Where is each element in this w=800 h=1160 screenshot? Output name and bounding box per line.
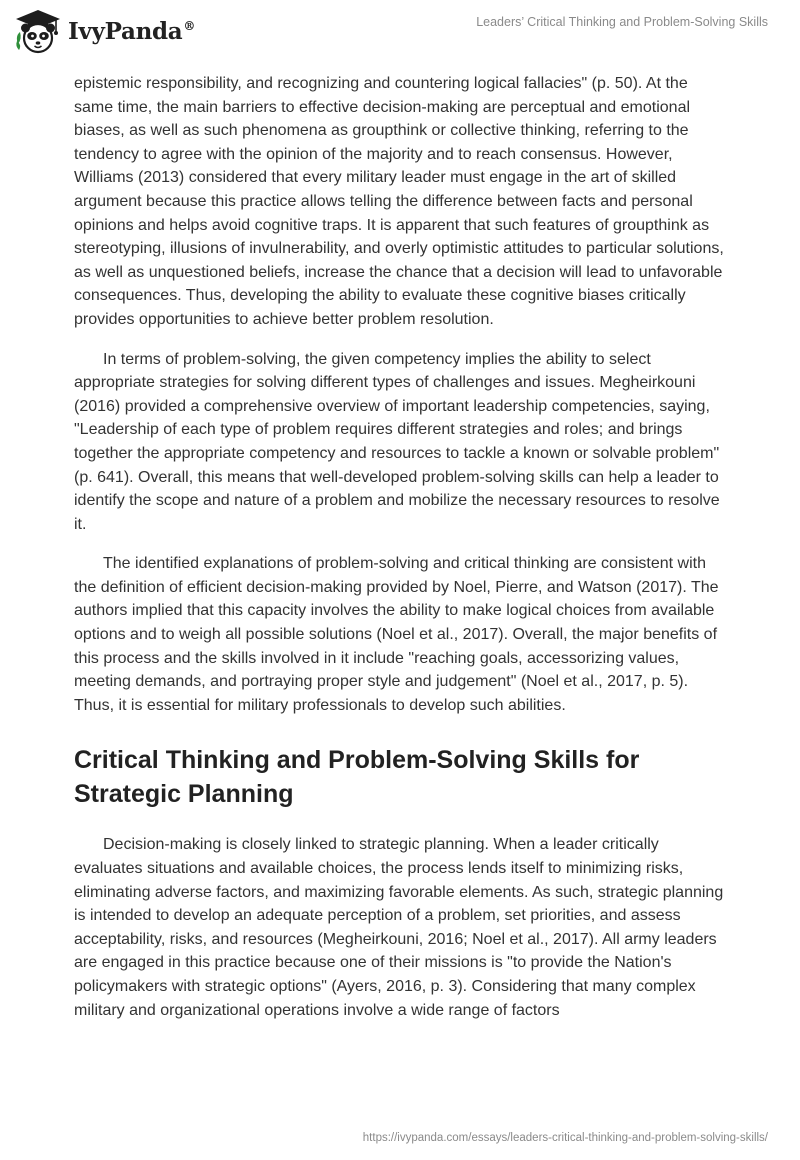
page-header bbox=[0, 0, 800, 64]
footer-url[interactable]: https://ivypanda.com/essays/leaders-critical-thinking-and-problem-solving-skills/ bbox=[362, 1132, 768, 1144]
brand-label: IvyPanda bbox=[68, 17, 183, 45]
brand-name bbox=[68, 18, 195, 45]
paragraph: Decision-making is closely linked to strategic planning. When a leader critically evaluates situations and available choices, the process lends itself to minimizing risks, eliminating adverse factors, and maximizing favorable elements. As such, strategic planning is intended to develop an adequate perception of a problem, set priorities, and assess acceptability, risks, and resources (Megheirkouni, 2016; Noel et al., 2017). All army leaders are engaged in this practice because one of their missions is "to provide the Nation's policymakers with strategic options" (Ayers, 2016, p. 3). Considering that many complex military and organizational operations involve a wide range of factors bbox=[74, 836, 724, 1019]
paragraph: The identified explanations of problem-solving and critical thinking are consistent with the definition of efficient decision-making provided by Noel, Pierre, and Watson (2017). The authors implied that this capacity involves the ability to make logical choices from available options and to weigh all possible solutions (Noel et al., 2017). Overall, the major benefits of this process and the skills involved in it include "reaching goals, accessorizing values, meeting demands, and portraying proper style and judgement" (Noel et al., 2017, p. 5). Thus, it is essential for military professionals to develop such abilities. bbox=[74, 555, 719, 714]
section-heading: Critical Thinking and Problem-Solving Skills for Strategic Planning bbox=[74, 746, 640, 809]
ivypanda-logo[interactable] bbox=[14, 8, 195, 54]
registered-mark: ® bbox=[183, 18, 196, 33]
essay-body bbox=[74, 72, 730, 1038]
panda-graduate-icon bbox=[14, 8, 62, 54]
paragraph: epistemic responsibility, and recognizing and countering logical fallacies" (p. 50). At the same time, the main barriers to effective decision-making are perceptual and emotional biases, as well as such phenomena as groupthink or collective thinking, referring to the tendency to agree with the opinion of the majority and to reach consensus. However, Williams (2013) considered that every military leader must engage in the art of skilled argument because this practice allows telling the difference between facts and personal opinions and helps avoid cognitive traps. It is apparent that such features of groupthink as stereotyping, illusions of invulnerability, and overly optimistic attitudes to particular solutions, as well as unquestioned beliefs, increase the chance that a decision will lead to unfavorable consequences. Thus, developing the ability to evaluate these cognitive biases critically provides opportunities to achieve better problem resolution. bbox=[74, 75, 724, 328]
paragraph: In terms of problem-solving, the given competency implies the ability to select appropriate strategies for solving different types of challenges and issues. Megheirkouni (2016) provided a comprehensive overview of important leadership competencies, saying, "Leadership of each type of problem requires different strategies and roles; and brings together the appropriate competency and resources to tackle a known or solvable problem" (p. 641). Overall, this means that well-developed problem-solving skills can help a leader to identify the scope and nature of a problem and mobilize the necessary resources to resolve it. bbox=[74, 350, 720, 533]
running-title: Leaders’ Critical Thinking and Problem-Solving Skills bbox=[476, 15, 768, 29]
